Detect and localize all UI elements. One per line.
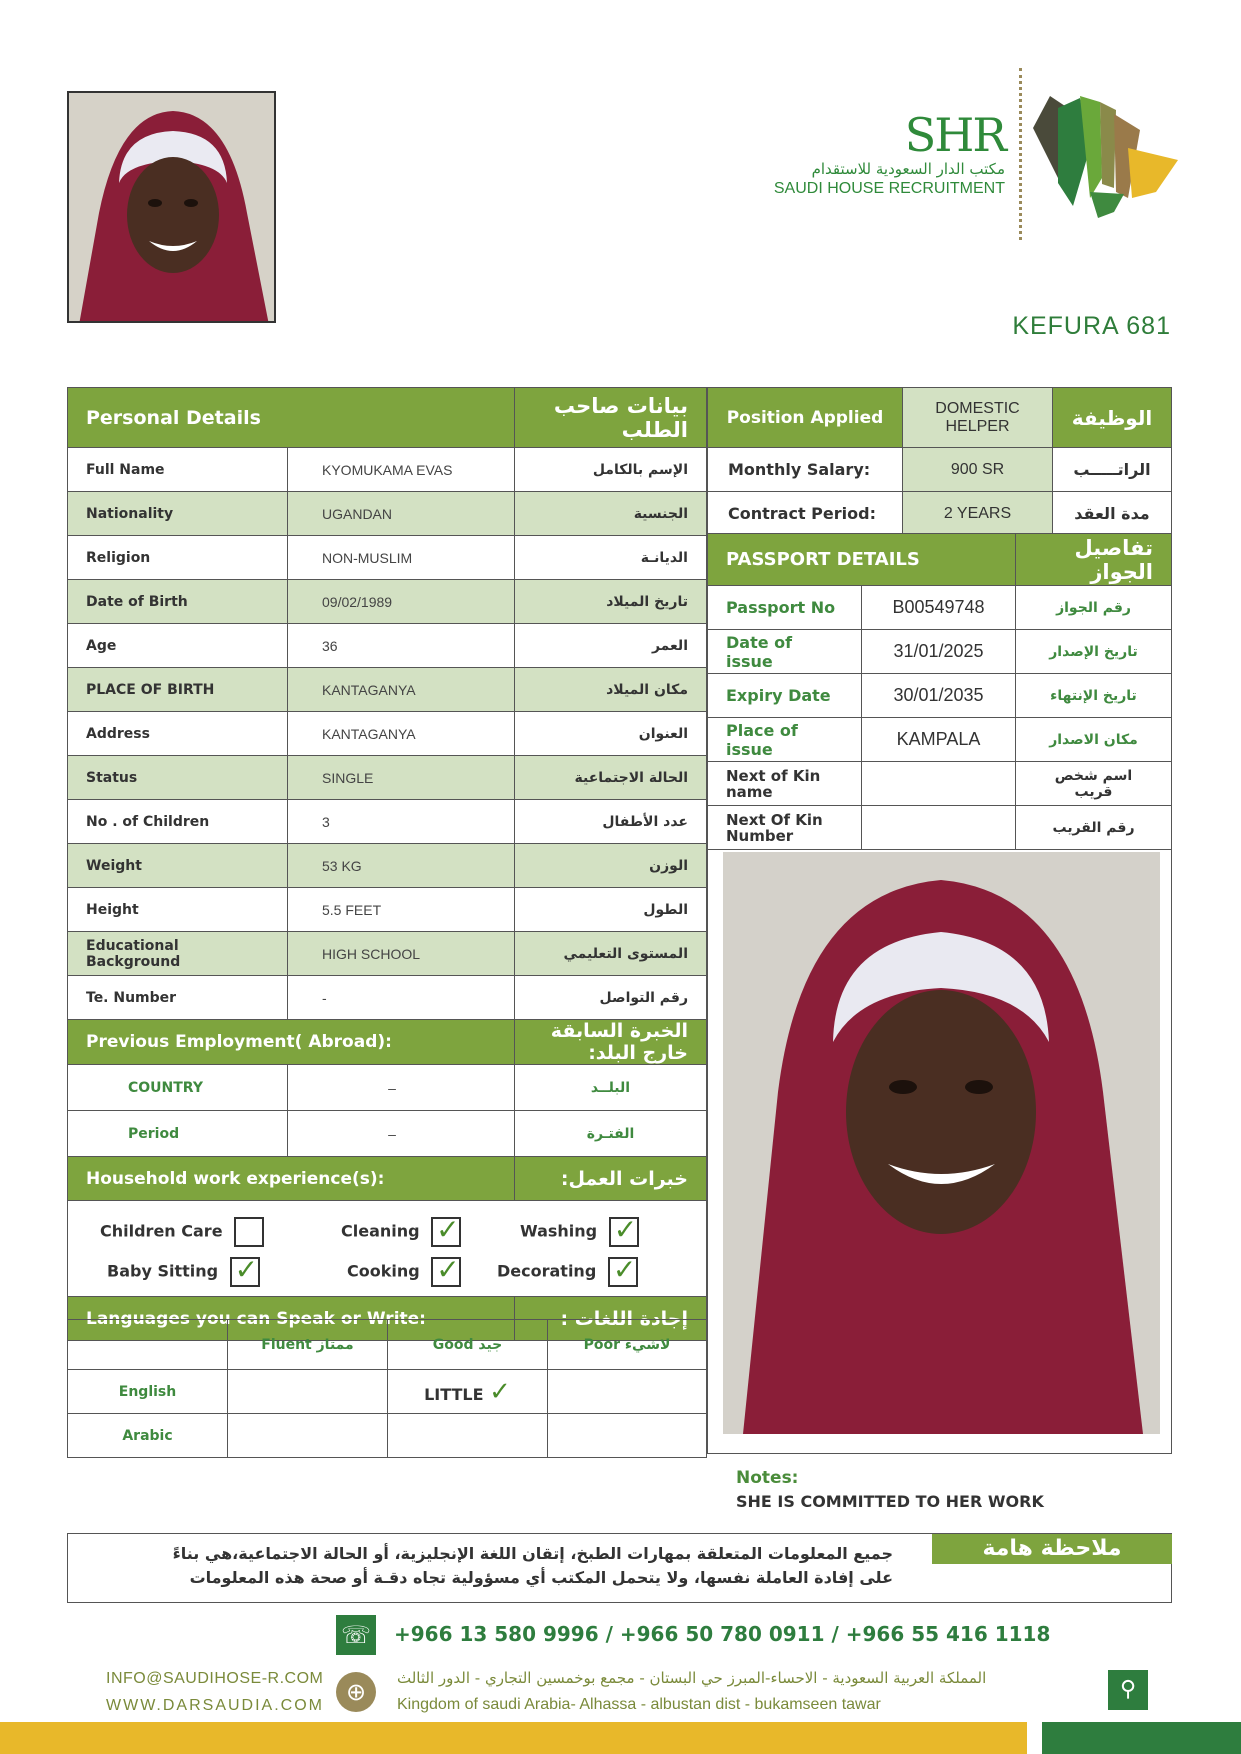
- label-period: Period: [68, 1111, 288, 1157]
- passport-title-en: PASSPORT DETAILS: [708, 534, 1016, 586]
- logo-text-block: [773, 108, 1005, 198]
- exp-baby-sitting-label: Baby Sitting: [107, 1261, 219, 1281]
- languages-title-en: Languages you can Speak or Write:: [68, 1297, 515, 1341]
- check-icon: ✓: [612, 1253, 637, 1286]
- languages-table: [67, 1319, 707, 1458]
- value-place-of-birth: KANTAGANYA: [288, 668, 515, 712]
- value-address: KANTAGANYA: [288, 712, 515, 756]
- location-pin-icon: ⚲: [1108, 1670, 1148, 1710]
- position-label-en: Position Applied: [708, 388, 903, 448]
- value-full-name: KYOMUKAMA EVAS: [288, 448, 515, 492]
- languages-title-ar: إجادة اللغات :: [515, 1297, 707, 1341]
- salary-label-ar: الراتـــــب: [1053, 448, 1172, 492]
- label-place-of-birth: PLACE OF BIRTH: [68, 668, 288, 712]
- footer-address-ar: المملكة العربية السعودية - الاحساء-المبرز حي البستان - مجمع بوخمسين التجاري - الدور الثالث: [397, 1669, 987, 1687]
- exp-children-care: [100, 1217, 264, 1247]
- value-nationality: UGANDAN: [288, 492, 515, 536]
- previous-title-en: Previous Employment( Abroad):: [68, 1020, 515, 1065]
- footer-bar-green: [1042, 1722, 1241, 1754]
- label-country: COUNTRY: [68, 1065, 288, 1111]
- value-age: 36: [288, 624, 515, 668]
- candidate-code: KEFURA 681: [1012, 312, 1171, 340]
- label-education-ar: المستوى التعليمي: [515, 932, 707, 976]
- exp-cooking: [347, 1253, 461, 1287]
- exp-washing: [520, 1213, 639, 1247]
- lang-arabic-good: [388, 1414, 548, 1458]
- kin-name-value: [862, 762, 1016, 806]
- passport-no-value: B00549748: [862, 586, 1016, 630]
- kin-number-label-ar: رقم القريب: [1016, 806, 1172, 850]
- important-title: ملاحظة هامة: [932, 1534, 1172, 1564]
- notes-text: SHE IS COMMITTED TO HER WORK: [736, 1492, 1044, 1511]
- exp-baby-sitting: [107, 1253, 260, 1287]
- lang-arabic-fluent: [228, 1414, 388, 1458]
- exp-children-care-label: Children Care: [100, 1221, 223, 1241]
- passport-title-ar: تفاصيل الجواز: [1016, 534, 1172, 586]
- contract-label: Contract Period:: [708, 492, 903, 536]
- label-nationality: Nationality: [68, 492, 288, 536]
- expiry-date-label-ar: تاريخ الإنتهاء: [1016, 674, 1172, 718]
- label-religion-ar: الديانـة: [515, 536, 707, 580]
- personal-details-table: [67, 387, 707, 1341]
- place-issue-label: Place of issue: [708, 718, 862, 762]
- value-weight: 53 KG: [288, 844, 515, 888]
- phone-icon: ☏: [336, 1615, 376, 1655]
- lang-english: English: [68, 1370, 228, 1414]
- logo-mark: SHR: [904, 108, 1005, 162]
- label-status: Status: [68, 756, 288, 800]
- exp-washing-label: Washing: [520, 1221, 598, 1241]
- footer-email[interactable]: INFO@SAUDIHOSE-R.COM: [106, 1670, 324, 1687]
- position-value: DOMESTIC HELPER: [903, 388, 1053, 448]
- logo-arabic: مكتب الدار السعودية للاستقدام: [811, 160, 1005, 178]
- logo-english: SAUDI HOUSE RECRUITMENT: [773, 180, 1005, 197]
- label-children-ar: عدد الأطفال: [515, 800, 707, 844]
- exp-cleaning-label: Cleaning: [341, 1221, 420, 1241]
- exp-cleaning: [341, 1213, 461, 1247]
- saudi-map-logo-icon: [1028, 88, 1178, 227]
- passport-table: [707, 533, 1172, 850]
- label-age-ar: العمر: [515, 624, 707, 668]
- label-place-of-birth-ar: مكان الميلاد: [515, 668, 707, 712]
- footer-phones: +966 13 580 9996 / +966 50 780 0911 / +966 55 416 1118: [394, 1622, 1051, 1646]
- label-full-name-ar: الإسم بالكامل: [515, 448, 707, 492]
- checkbox-cooking[interactable]: [431, 1253, 461, 1287]
- label-age: Age: [68, 624, 288, 668]
- important-notice-box: [67, 1533, 1172, 1603]
- lang-col-poor: Poor لاشيء: [548, 1320, 707, 1370]
- value-period: –: [288, 1111, 515, 1157]
- footer-bar-yellow: [0, 1722, 1027, 1754]
- household-title-ar: خبرات العمل:: [515, 1157, 707, 1201]
- label-address: Address: [68, 712, 288, 756]
- issue-date-value: 31/01/2025: [862, 630, 1016, 674]
- expiry-date-value: 30/01/2035: [862, 674, 1016, 718]
- personal-title-ar: بيانات صاحب الطلب: [515, 388, 707, 448]
- value-education: HIGH SCHOOL: [288, 932, 515, 976]
- label-nationality-ar: الجنسية: [515, 492, 707, 536]
- household-experience-grid: [68, 1201, 707, 1297]
- value-status: SINGLE: [288, 756, 515, 800]
- label-religion: Religion: [68, 536, 288, 580]
- lang-english-fluent: [228, 1370, 388, 1414]
- lang-english-good: [388, 1370, 548, 1414]
- issue-date-label: Date of issue: [708, 630, 862, 674]
- label-dob: Date of Birth: [68, 580, 288, 624]
- checkbox-washing[interactable]: [609, 1213, 639, 1247]
- checkbox-children-care[interactable]: [234, 1217, 264, 1247]
- label-full-name: Full Name: [68, 448, 288, 492]
- exp-decorating-label: Decorating: [497, 1261, 597, 1281]
- lang-corner-cell: [68, 1320, 228, 1370]
- candidate-photo-small: [67, 91, 276, 323]
- label-phone-ar: رقم التواصل: [515, 976, 707, 1020]
- important-line-1: جميع المعلومات المتعلقة بمهارات الطبخ، إتقان اللغة الإنجليزية، أو الحالة الاجتماعية،هي بناءً: [172, 1544, 893, 1563]
- kin-name-label: Next of Kin name: [708, 762, 862, 806]
- personal-title-en: Personal Details: [68, 388, 515, 448]
- checkbox-baby-sitting[interactable]: [230, 1253, 260, 1287]
- logo-divider: [1019, 68, 1022, 240]
- candidate-photo-large: [723, 852, 1160, 1434]
- position-table: [707, 387, 1172, 536]
- label-height-ar: الطول: [515, 888, 707, 932]
- value-country: –: [288, 1065, 515, 1111]
- salary-value: 900 SR: [903, 448, 1053, 492]
- exp-decorating: [497, 1253, 638, 1287]
- globe-icon: ⊕: [336, 1672, 376, 1712]
- contract-value: 2 YEARS: [903, 492, 1053, 536]
- lang-english-good-text: LITTLE: [424, 1384, 484, 1404]
- label-country-ar: البلــد: [515, 1065, 707, 1111]
- label-weight-ar: الوزن: [515, 844, 707, 888]
- check-icon: ✓: [489, 1376, 511, 1407]
- checkbox-cleaning[interactable]: [431, 1213, 461, 1247]
- passport-no-label: Passport No: [708, 586, 862, 630]
- label-education: Educational Background: [68, 932, 288, 976]
- value-children: 3: [288, 800, 515, 844]
- lang-col-fluent: Fluent ممتاز: [228, 1320, 388, 1370]
- lang-arabic: Arabic: [68, 1414, 228, 1458]
- lang-arabic-poor: [548, 1414, 707, 1458]
- exp-cooking-label: Cooking: [347, 1261, 420, 1281]
- expiry-date-label: Expiry Date: [708, 674, 862, 718]
- label-dob-ar: تاريخ الميلاد: [515, 580, 707, 624]
- place-issue-value: KAMPALA: [862, 718, 1016, 762]
- previous-title-ar: الخبرة السابقة خارج البلد:: [515, 1020, 707, 1065]
- passport-no-label-ar: رقم الجواز: [1016, 586, 1172, 630]
- value-dob: 09/02/1989: [288, 580, 515, 624]
- salary-label: Monthly Salary:: [708, 448, 903, 492]
- household-title-en: Household work experience(s):: [68, 1157, 515, 1201]
- label-period-ar: الفتـرة: [515, 1111, 707, 1157]
- kin-number-label: Next Of Kin Number: [708, 806, 862, 850]
- check-icon: ✓: [436, 1213, 460, 1246]
- position-label-ar: الوظيفة: [1053, 388, 1172, 448]
- contract-label-ar: مدة العقد: [1053, 492, 1172, 536]
- label-address-ar: العنوان: [515, 712, 707, 756]
- value-phone: -: [288, 976, 515, 1020]
- label-weight: Weight: [68, 844, 288, 888]
- footer-website[interactable]: WWW.DARSAUDIA.COM: [106, 1697, 324, 1714]
- label-children: No . of Children: [68, 800, 288, 844]
- footer-address-en: Kingdom of saudi Arabia- Alhassa - albustan dist - bukamseen tawar: [397, 1696, 881, 1713]
- kin-name-label-ar: اسم شخص قريب: [1016, 762, 1172, 806]
- label-status-ar: الحالة الاجتماعية: [515, 756, 707, 800]
- label-height: Height: [68, 888, 288, 932]
- value-religion: NON-MUSLIM: [288, 536, 515, 580]
- important-line-2: على إفادة العاملة نفسها، ولا يتحمل المكتب أي مسؤولية تجاه دقـة أو صحة هذه المعلومات: [189, 1568, 893, 1587]
- issue-date-label-ar: تاريخ الإصدار: [1016, 630, 1172, 674]
- check-icon: ✓: [436, 1253, 460, 1286]
- place-issue-label-ar: مكان الاصدار: [1016, 718, 1172, 762]
- value-height: 5.5 FEET: [288, 888, 515, 932]
- label-phone: Te. Number: [68, 976, 288, 1020]
- checkbox-decorating[interactable]: [608, 1253, 638, 1287]
- check-icon: ✓: [234, 1253, 259, 1286]
- lang-english-poor: [548, 1370, 707, 1414]
- lang-col-good: Good جيد: [388, 1320, 548, 1370]
- check-icon: ✓: [613, 1213, 638, 1246]
- notes-label: Notes:: [736, 1468, 799, 1488]
